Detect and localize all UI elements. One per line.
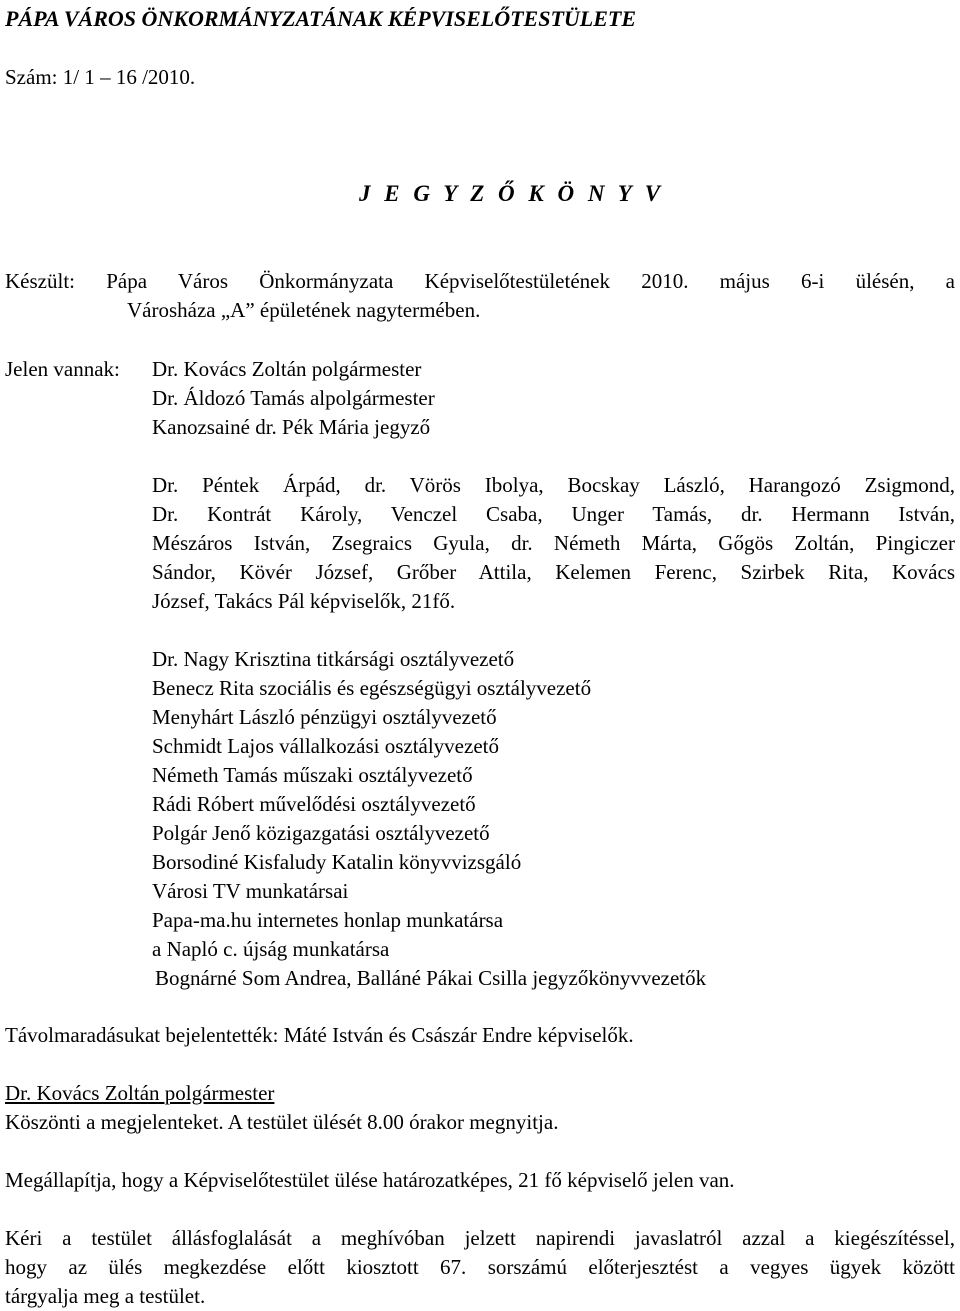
agenda-line: Kéri a testület állásfoglalását a meghívóban jelzett napirendi javaslatról azzal a kiegészítéssel, [5, 1226, 955, 1250]
official-mayor: Dr. Kovács Zoltán polgármester [152, 357, 422, 381]
document-title: J E G Y Z Ő K Ö N Y V [359, 181, 665, 206]
prepared-line-2: Városháza „A” épületének nagytermében. [127, 298, 481, 322]
speaker-name: Dr. Kovács Zoltán polgármester [5, 1081, 275, 1105]
official-deputy-mayor: Dr. Áldozó Tamás alpolgármester [152, 386, 435, 410]
council-title: PÁPA VÁROS ÖNKORMÁNYZATÁNAK KÉPVISELŐTESTÜLETE [5, 6, 636, 31]
agenda-line: hogy az ülés megkezdése előtt kiosztott 67. sorszámú előterjesztést a vegyes ügyek között [5, 1255, 955, 1279]
staff-item: Bognárné Som Andrea, Balláné Pákai Csilla jegyzőkönyvvezetők [155, 966, 707, 990]
staff-item: a Napló c. újság munkatársa [152, 937, 390, 961]
staff-item: Borsodiné Kisfaludy Katalin könyvvizsgáló [152, 850, 522, 874]
staff-item: Németh Tamás műszaki osztályvezető [152, 763, 473, 787]
staff-item: Városi TV munkatársai [152, 879, 349, 903]
representatives-line: József, Takács Pál képviselők, 21fő. [152, 589, 456, 613]
quorum-paragraph: Megállapítja, hogy a Képviselőtestület ülése határozatképes, 21 fő képviselő jelen van. [5, 1168, 735, 1192]
staff-item: Rádi Róbert művelődési osztályvezető [152, 792, 476, 816]
prepared-line-1: Készült: Pápa Város Önkormányzata Képviselőtestületének 2010. május 6-i ülésén, a [5, 269, 955, 293]
official-notary: Kanozsainé dr. Pék Mária jegyző [152, 415, 431, 439]
representatives-line: Mészáros István, Zsegraics Gyula, dr. Németh Márta, Gőgös Zoltán, Pingiczer [152, 531, 955, 555]
representatives-line: Dr. Péntek Árpád, dr. Vörös Ibolya, Bocskay László, Harangozó Zsigmond, [152, 473, 955, 497]
staff-item: Benecz Rita szociális és egészségügyi osztályvezető [152, 676, 592, 700]
attendees-label: Jelen vannak: [5, 357, 120, 381]
absence-note: Távolmaradásukat bejelentették: Máté István és Császár Endre képviselők. [5, 1023, 634, 1047]
staff-item: Papa-ma.hu internetes honlap munkatársa [152, 908, 504, 932]
staff-item: Schmidt Lajos vállalkozási osztályvezető [152, 734, 499, 758]
staff-item: Menyhárt László pénzügyi osztályvezető [152, 705, 497, 729]
greeting-paragraph: Köszönti a megjelenteket. A testület ülését 8.00 órakor megnyitja. [5, 1110, 559, 1134]
staff-item: Polgár Jenő közigazgatási osztályvezető [152, 821, 490, 845]
staff-item: Dr. Nagy Krisztina titkársági osztályvezető [152, 647, 515, 671]
file-number: Szám: 1/ 1 – 16 /2010. [5, 65, 196, 89]
representatives-line: Sándor, Kövér József, Grőber Attila, Kelemen Ferenc, Szirbek Rita, Kovács [152, 560, 955, 584]
agenda-line: tárgyalja meg a testület. [5, 1284, 206, 1308]
representatives-line: Dr. Kontrát Károly, Venczel Csaba, Unger Tamás, dr. Hermann István, [152, 502, 955, 526]
